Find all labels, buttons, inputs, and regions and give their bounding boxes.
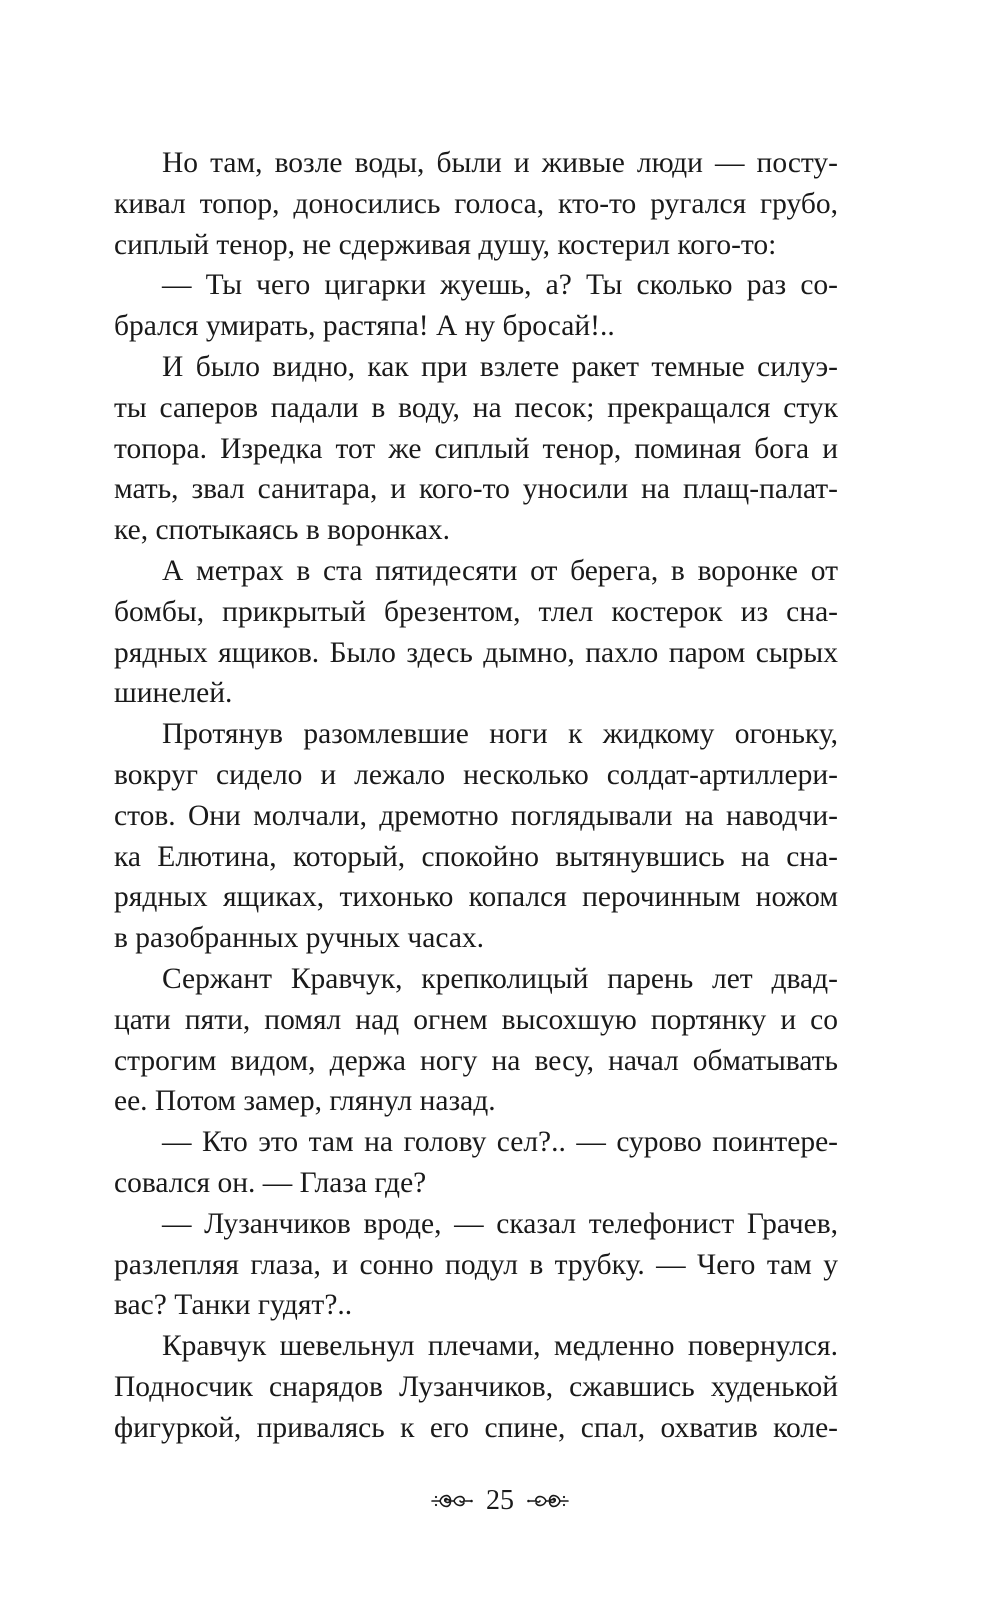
text-line: цати пяти, помял над огнем высохшую портянку и со: [114, 1003, 838, 1036]
page-footer: [0, 1481, 1000, 1521]
text-line: вокруг сидело и лежало несколько солдат-артиллери-: [114, 758, 838, 791]
text-line: рядных ящиков. Было здесь дымно, пахло паром сырых: [114, 636, 838, 669]
text-line: Протянув разомлевшие ноги к жидкому огоньку,: [162, 718, 838, 751]
text-line: брался умирать, растяпа! А ну бросай!..: [114, 310, 615, 343]
text-line: А метрах в ста пятидесяти от берега, в воронке от: [162, 554, 838, 587]
text-line: шинелей.: [114, 677, 233, 710]
text-line: стов. Они молчали, дремотно поглядывали на наводчи-: [114, 799, 838, 832]
text-line: ты саперов падали в воду, на песок; прекращался стук: [114, 391, 838, 424]
text-line: рядных ящиках, тихонько копался перочинным ножом: [114, 881, 838, 914]
text-line: фигуркой, привалясь к его спине, спал, охватив коле-: [114, 1411, 838, 1444]
text-line: Подносчик снарядов Лузанчиков, сжавшись худенькой: [114, 1370, 838, 1403]
text-line: совался он. — Глаза где?: [114, 1166, 427, 1199]
text-line: И было видно, как при взлете ракет темные силуэ-: [162, 350, 838, 383]
text-line: Кравчук шевельнул плечами, медленно повернулся.: [162, 1330, 838, 1363]
text-line: вас? Танки гудят?..: [114, 1289, 353, 1322]
text-line: бомбы, прикрытый брезентом, тлел костерок из сна-: [114, 595, 838, 628]
text-line: ее. Потом замер, глянул назад.: [114, 1085, 496, 1118]
text-line: мать, звал санитара, и кого-то уносили на плащ-палат-: [114, 473, 838, 506]
text-line: Сержант Кравчук, крепколицый парень лет двад-: [162, 962, 838, 995]
text-line: топора. Изредка тот же сиплый тенор, поминая бога и: [114, 432, 838, 465]
page-number: 25: [486, 1485, 514, 1516]
text-line: в разобранных ручных часах.: [114, 922, 485, 955]
text-line: — Кто это там на голову сел?.. — сурово поинтере-: [162, 1126, 838, 1159]
text-line: — Ты чего цигарки жуешь, а? Ты сколько раз со-: [162, 269, 838, 302]
text-line: Но там, возле воды, были и живые люди — посту-: [162, 147, 838, 179]
body-text: [114, 143, 838, 1449]
text-line: разлепляя глаза, и сонно подул в трубку. — Чего там у: [114, 1248, 838, 1281]
text-line: ке, спотыкаясь в воронках.: [114, 514, 451, 547]
left-flourish-ornament-icon: [430, 1490, 474, 1512]
text-line: ка Елютина, который, спокойно вытянувшись на сна-: [114, 840, 838, 873]
text-line: кивал топор, доносились голоса, кто-то ругался грубо,: [114, 187, 838, 220]
text-line: строгим видом, держа ногу на весу, начал обматывать: [114, 1044, 838, 1077]
text-line: сиплый тенор, не сдерживая душу, костерил кого-то:: [114, 228, 777, 261]
right-flourish-ornament-icon: [526, 1490, 570, 1512]
text-line: — Лузанчиков вроде, — сказал телефонист Грачев,: [162, 1207, 838, 1240]
